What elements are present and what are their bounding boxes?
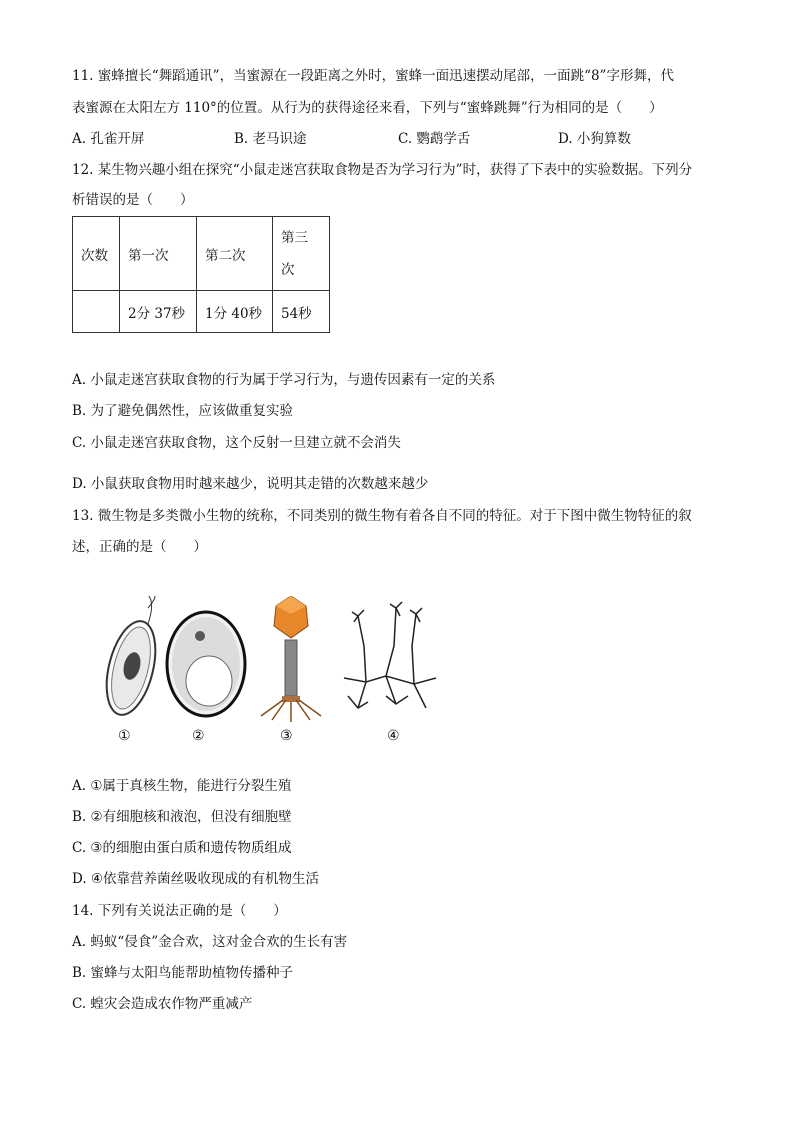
q11-option-c: C. 鹦鹉学舌	[398, 131, 471, 147]
q13-stem-line1: 13. 微生物是多类微小生物的统称，不同类别的微生物有着各自不同的特征。对于下图中微生物特征的叙	[72, 508, 692, 524]
table-row	[73, 291, 330, 333]
q13-option-b: B. ②有细胞核和液泡，但没有细胞壁	[72, 809, 292, 825]
figure-label-2: ②	[192, 728, 205, 744]
q12-option-a: A. 小鼠走迷宫获取食物的行为属于学习行为，与遗传因素有一定的关系	[72, 372, 496, 388]
table-cell: 54秒	[273, 291, 330, 333]
q12-option-d: D. 小鼠获取食物用时越来越少，说明其走错的次数越来越少	[72, 476, 429, 492]
q14-option-c: C. 蝗灾会造成农作物严重减产	[72, 996, 253, 1012]
mold-drawing	[344, 602, 436, 708]
experiment-table	[72, 216, 330, 333]
figure-label-4: ④	[387, 728, 400, 744]
q12-stem-line2: 析错误的是（ ）	[72, 192, 194, 208]
yeast-drawing	[167, 612, 245, 716]
q11-stem-line2: 表蜜源在太阳左方 110°的位置。从行为的获得途径来看，下列与“蜜蜂跳舞”行为相同的是（ ）	[72, 100, 663, 116]
table-header-cell: 第一次	[120, 217, 197, 291]
q11-option-a: A. 孔雀开屏	[72, 131, 145, 147]
q14-stem: 14. 下列有关说法正确的是（ ）	[72, 903, 287, 919]
q12-stem-line1: 12. 某生物兴趣小组在探究“小鼠走迷宫获取食物是否为学习行为”时，获得了下表中的实验数据。下列分	[72, 162, 693, 178]
q12-option-b: B. 为了避免偶然性，应该做重复实验	[72, 403, 294, 419]
bacteriophage-drawing	[261, 596, 321, 722]
table-header-cell: 次数	[73, 217, 120, 291]
q13-option-d: D. ④依靠营养菌丝吸收现成的有机物生活	[72, 871, 320, 887]
microorganism-illustration	[96, 596, 446, 726]
q13-stem-line2: 述，正确的是（ ）	[72, 539, 207, 555]
figure-label-1: ①	[118, 728, 131, 744]
table-header-cell: 第三次	[273, 217, 330, 291]
figure-label-3: ③	[280, 728, 293, 744]
table-header-row	[73, 217, 330, 291]
q11-option-d: D. 小狗算数	[558, 131, 631, 147]
bacterium-drawing	[98, 596, 164, 720]
q14-option-b: B. 蜜蜂与太阳鸟能帮助植物传播种子	[72, 965, 294, 981]
q11-stem-line1: 11. 蜜蜂擅长“舞蹈通讯”，当蜜源在一段距离之外时，蜜蜂一面迅速摆动尾部，一面跳“8”字形舞，代	[72, 68, 674, 84]
q13-option-a: A. ①属于真核生物，能进行分裂生殖	[72, 778, 292, 794]
table-cell	[73, 291, 120, 333]
q14-option-a: A. 蚂蚁“侵食”金合欢，这对金合欢的生长有害	[72, 934, 348, 950]
table-cell: 1分 40秒	[197, 291, 273, 333]
table-header-cell: 第二次	[197, 217, 273, 291]
q11-options	[72, 129, 722, 149]
microorganism-figure	[96, 596, 446, 756]
q11-option-b: B. 老马识途	[234, 131, 307, 147]
q13-option-c: C. ③的细胞由蛋白质和遗传物质组成	[72, 840, 292, 856]
q12-option-c: C. 小鼠走迷宫获取食物，这个反射一旦建立就不会消失	[72, 435, 401, 451]
table-cell: 2分 37秒	[120, 291, 197, 333]
